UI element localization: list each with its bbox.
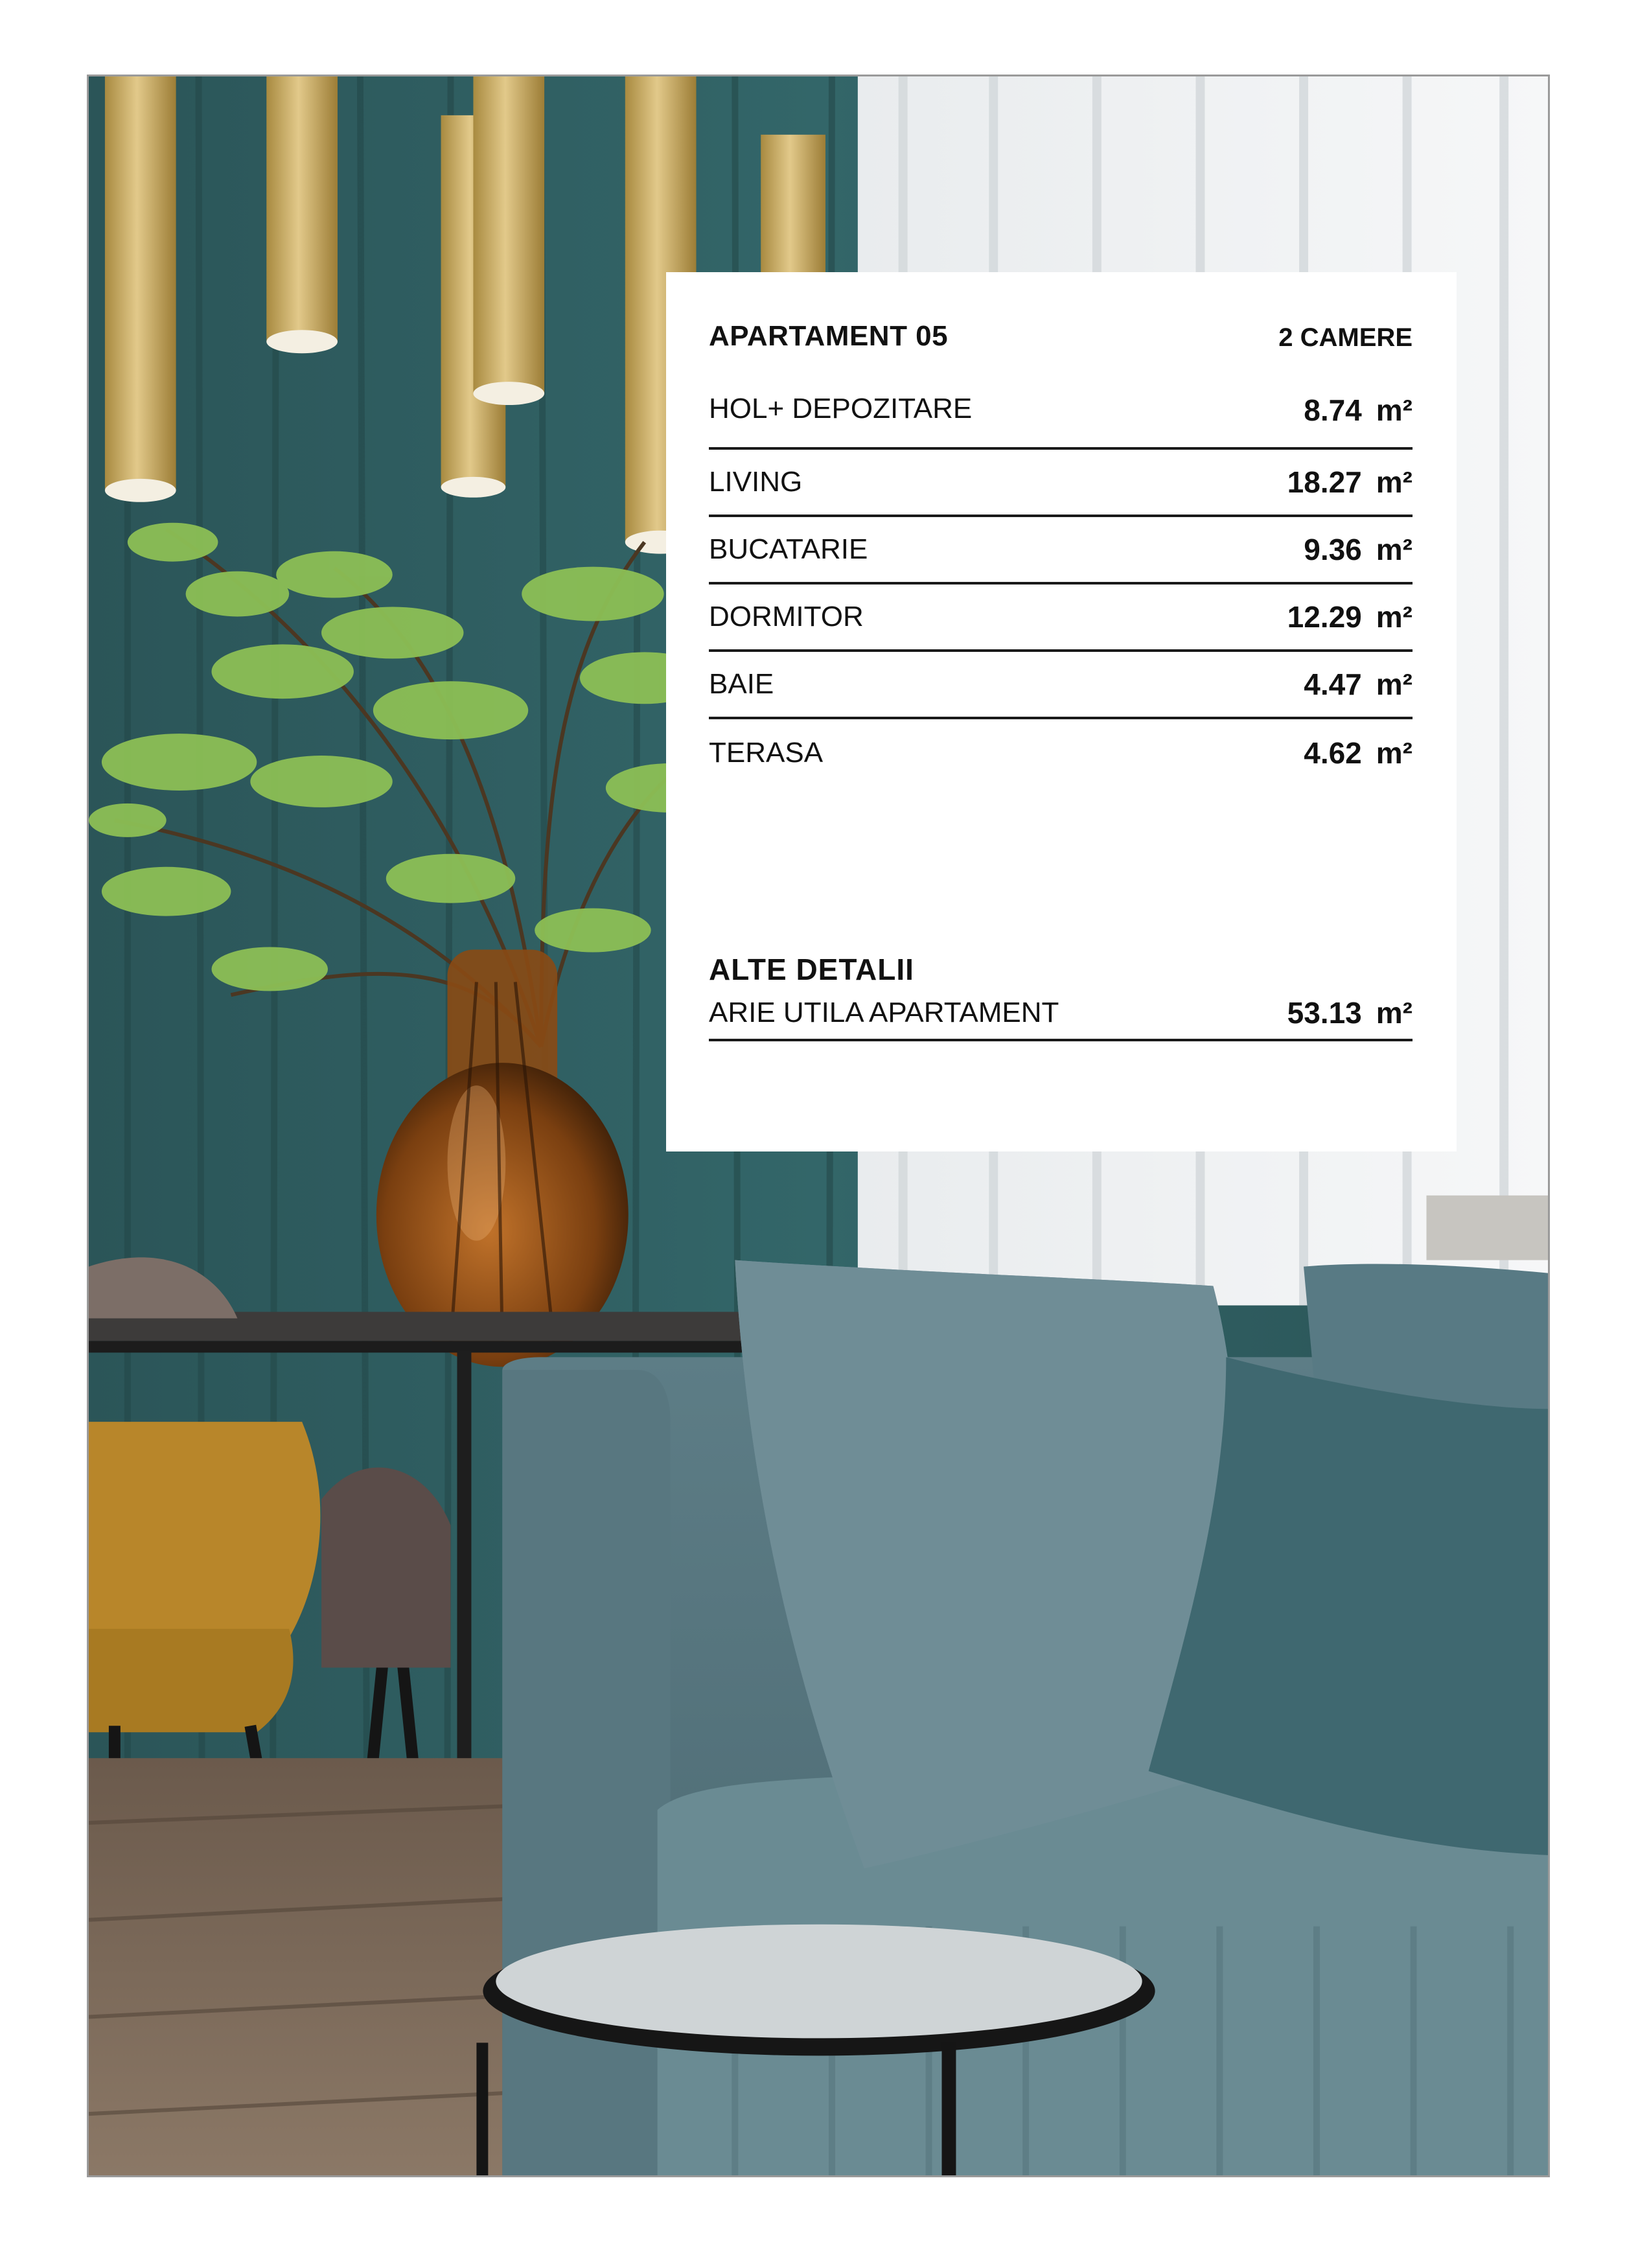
room-name: TERASA: [709, 737, 824, 769]
card-header: [709, 316, 1413, 353]
room-name: BAIE: [709, 668, 774, 700]
apartment-title: APARTAMENT 05: [709, 320, 949, 352]
room-list: [709, 393, 1413, 787]
room-row-baie: [709, 652, 1413, 719]
room-name: BUCATARIE: [709, 533, 868, 565]
apartment-spec-card: [666, 272, 1457, 1151]
room-row-dormitor: [709, 584, 1413, 652]
room-row-hol: [709, 393, 1413, 450]
details-heading: ALTE DETALII: [709, 953, 914, 986]
room-area: 12.29 m²: [1287, 600, 1413, 634]
room-area: 8.74 m²: [1304, 393, 1413, 427]
room-name: LIVING: [709, 466, 803, 498]
room-row-terasa: [709, 719, 1413, 787]
room-name: DORMITOR: [709, 601, 864, 632]
room-area: 4.47 m²: [1304, 667, 1413, 701]
room-area: 4.62 m²: [1304, 736, 1413, 770]
details-row-usable-area: [709, 987, 1413, 1041]
room-row-bucatarie: [709, 517, 1413, 584]
room-row-living: [709, 450, 1413, 517]
room-area: 18.27 m²: [1287, 465, 1413, 499]
room-area: 9.36 m²: [1304, 533, 1413, 566]
details-area: 53.13 m²: [1287, 996, 1413, 1030]
room-name: HOL+ DEPOZITARE: [709, 393, 973, 424]
details-label: ARIE UTILA APARTAMENT: [709, 997, 1059, 1028]
room-count: 2 CAMERE: [1278, 323, 1413, 352]
